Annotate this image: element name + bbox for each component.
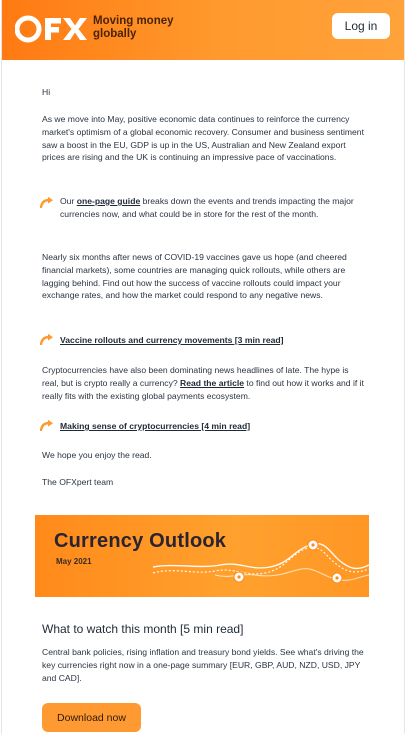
download-now-button[interactable]: Download now — [42, 703, 141, 732]
intro-paragraph: As we move into May, positive economic data continues to reinforce the currency market's optimism of a global economic recovery. Consumer and business sentiment saw a boost in the EU, GDP is up in the US, Australian and New Zealand export prices are rising and the UK is continuing an impressive pace of vaccinations. — [42, 114, 364, 163]
vaccine-paragraph: Nearly six months after news of COVID-19 vaccines gave us hope (and cheered financial markets), some countries are managing quick rollouts, while others are lagging behind. Find out how the success of vaccine rollouts could impact your exchange rates, and how the market could respond to any negative news. — [42, 252, 347, 301]
banner-chart-illustration — [35, 515, 369, 597]
curved-arrow-icon — [40, 333, 54, 345]
vaccine-article-link[interactable]: Vaccine rollouts and currency movements [3 min read] — [60, 335, 284, 345]
ofx-logo-icon — [15, 14, 87, 44]
ofx-logo[interactable] — [15, 9, 87, 49]
curved-arrow-icon — [40, 196, 54, 208]
login-button[interactable]: Log in — [332, 13, 390, 39]
crypto-suffix: to find out how it works and if it really fits with the existing global payments ecosystem. — [42, 377, 364, 401]
one-page-guide-link[interactable]: one-page guide — [76, 196, 141, 206]
email-header — [2, 0, 404, 60]
read-the-article-link[interactable]: Read the article — [180, 377, 245, 388]
what-to-watch-description: Central bank policies, rising inflation and treasury bond yields. See what's driving the key currencies right now in a one-page summary [EUR, GBP, AUD, NZD, USD, JPY and CAD]. — [42, 647, 364, 683]
tagline: Moving money globally — [93, 15, 174, 40]
banner-subtitle: May 2021 — [56, 557, 92, 566]
banner-title: Currency Outlook — [54, 530, 227, 552]
guide-suffix: breaks down the events and trends impacting the major currencies now, and what could be in store for the rest of the month. — [60, 196, 354, 219]
crypto-article-link[interactable]: Making sense of cryptocurrencies [4 min read] — [60, 421, 251, 431]
crypto-prefix: Cryptocurrencies have also been dominating news headlines of late. The hype is real, but is crypto really a currency? — [42, 365, 349, 388]
greeting: Hi — [42, 87, 51, 97]
guide-paragraph — [60, 195, 365, 221]
signoff: The OFXpert team — [42, 477, 114, 487]
guide-prefix: Our — [60, 196, 77, 206]
curved-arrow-icon — [40, 419, 54, 431]
what-to-watch-title: What to watch this month [5 min read] — [42, 622, 244, 636]
currency-outlook-banner[interactable] — [35, 515, 369, 597]
crypto-paragraph — [42, 364, 367, 402]
closing-line: We hope you enjoy the read. — [42, 450, 152, 460]
